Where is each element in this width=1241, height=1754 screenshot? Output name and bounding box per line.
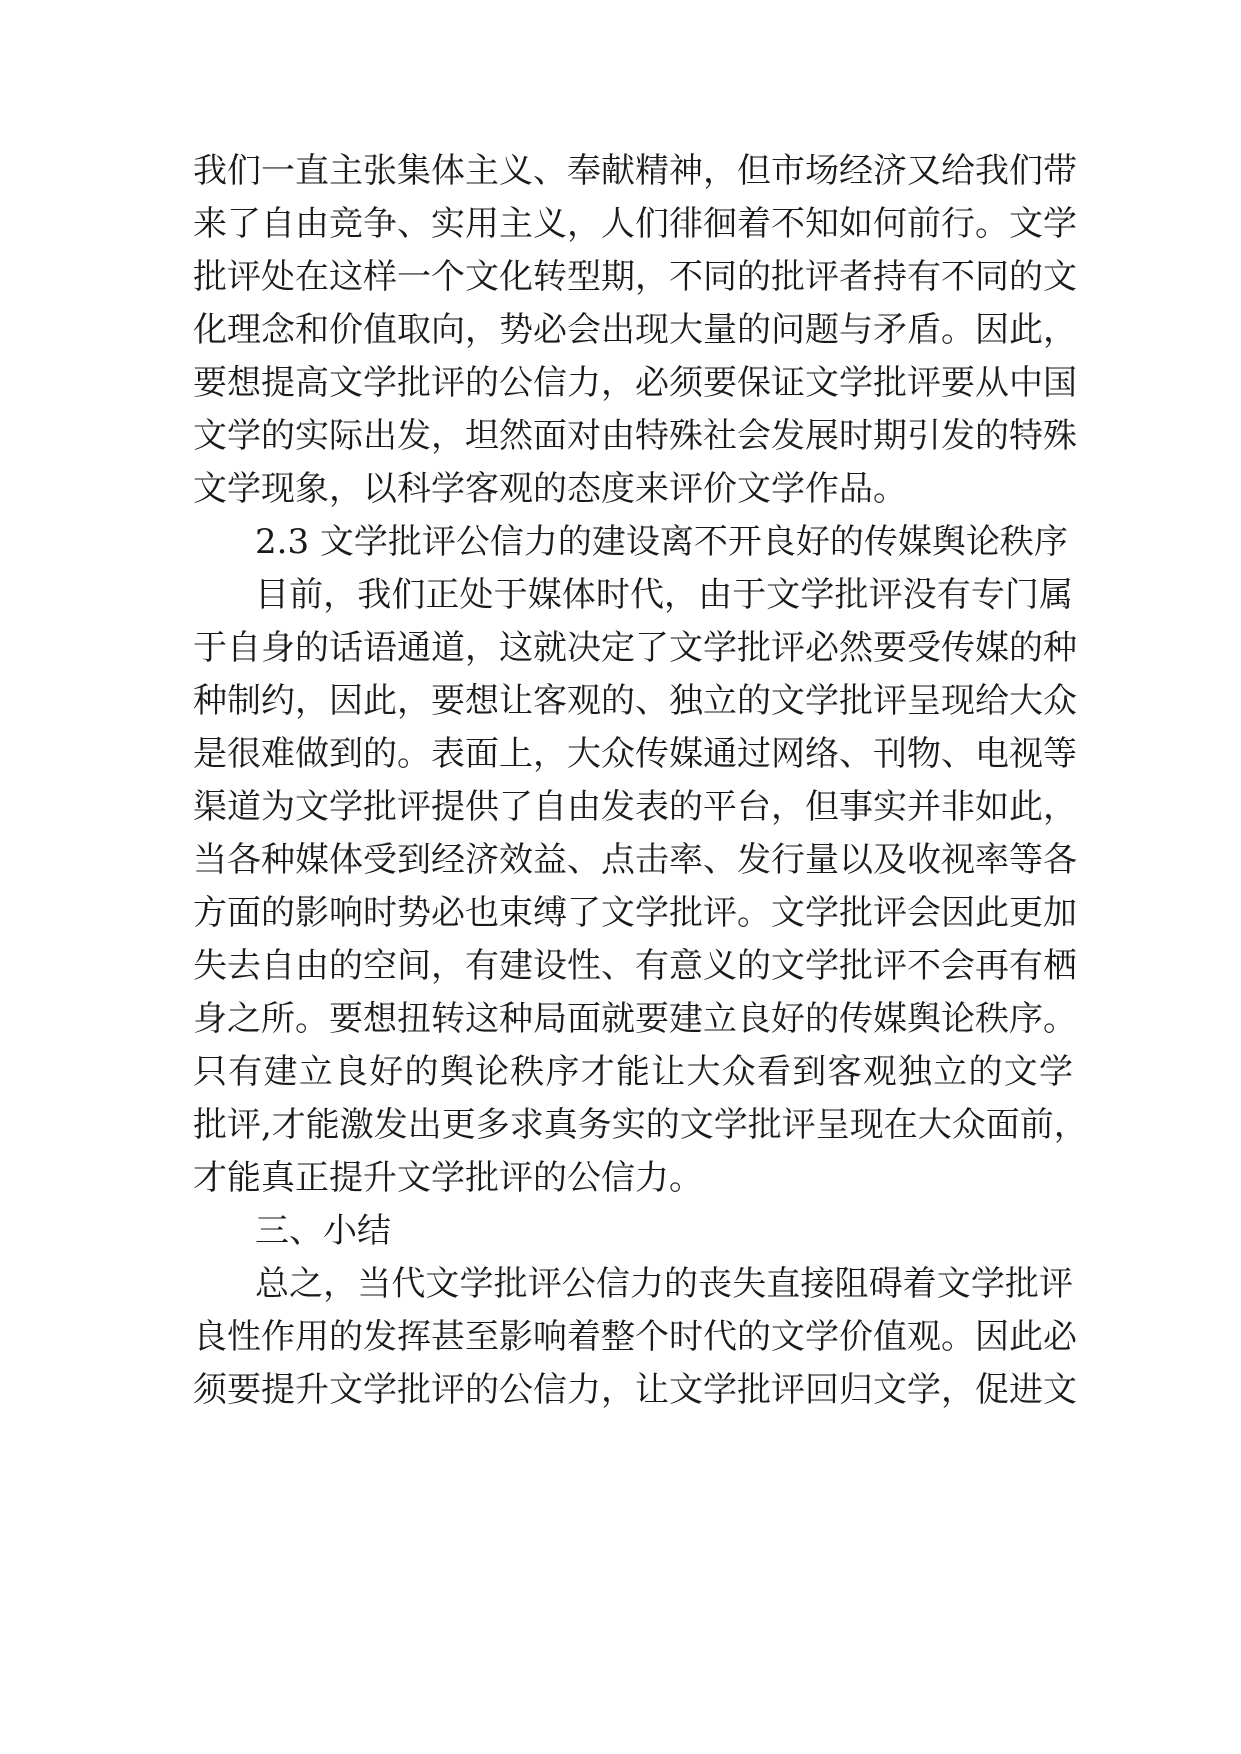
body-text-line: 只有建立良好的舆论秩序才能让大众看到客观独立的文学	[193, 1052, 1073, 1092]
section-heading: 三、小结	[255, 1211, 391, 1251]
body-text-line: 来了自由竞争、实用主义，人们徘徊着不知如何前行。文学	[193, 204, 1077, 244]
body-text-line: 良性作用的发挥甚至影响着整个时代的文学价值观。因此必	[193, 1317, 1077, 1357]
body-text-line: 身之所。要想扭转这种局面就要建立良好的传媒舆论秩序。	[193, 999, 1077, 1039]
body-text-line: 文学现象，以科学客观的态度来评价文学作品。	[193, 469, 907, 509]
body-text-line: 批评处在这样一个文化转型期，不同的批评者持有不同的文	[193, 257, 1077, 297]
body-text-line: 总之，当代文学批评公信力的丧失直接阻碍着文学批评	[255, 1264, 1073, 1304]
body-text-line: 化理念和价值取向，势必会出现大量的问题与矛盾。因此，	[193, 310, 1077, 350]
body-text-line: 当各种媒体受到经济效益、点击率、发行量以及收视率等各	[193, 840, 1077, 880]
body-text-line: 要想提高文学批评的公信力，必须要保证文学批评要从中国	[193, 363, 1077, 403]
body-text-line: 是很难做到的。表面上，大众传媒通过网络、刊物、电视等	[193, 734, 1077, 774]
body-text-line: 渠道为文学批评提供了自由发表的平台，但事实并非如此，	[193, 787, 1077, 827]
body-text-line: 我们一直主张集体主义、奉献精神，但市场经济又给我们带	[193, 151, 1077, 191]
body-text-line: 于自身的话语通道，这就决定了文学批评必然要受传媒的种	[193, 628, 1077, 668]
body-text-line: 批评,才能激发出更多求真务实的文学批评呈现在大众面前，	[193, 1105, 1088, 1145]
body-text-line: 失去自由的空间，有建设性、有意义的文学批评不会再有栖	[193, 946, 1077, 986]
body-text-line: 须要提升文学批评的公信力，让文学批评回归文学，促进文	[193, 1370, 1077, 1410]
body-text-line: 方面的影响时势必也束缚了文学批评。文学批评会因此更加	[193, 893, 1077, 933]
body-text-line: 文学的实际出发，坦然面对由特殊社会发展时期引发的特殊	[193, 416, 1077, 456]
body-text-line: 才能真正提升文学批评的公信力。	[193, 1158, 703, 1198]
section-heading: 2.3 文学批评公信力的建设离不开良好的传媒舆论秩序	[255, 522, 1068, 562]
body-text-line: 种制约，因此，要想让客观的、独立的文学批评呈现给大众	[193, 681, 1077, 721]
body-text-line: 目前，我们正处于媒体时代，由于文学批评没有专门属	[255, 575, 1073, 615]
